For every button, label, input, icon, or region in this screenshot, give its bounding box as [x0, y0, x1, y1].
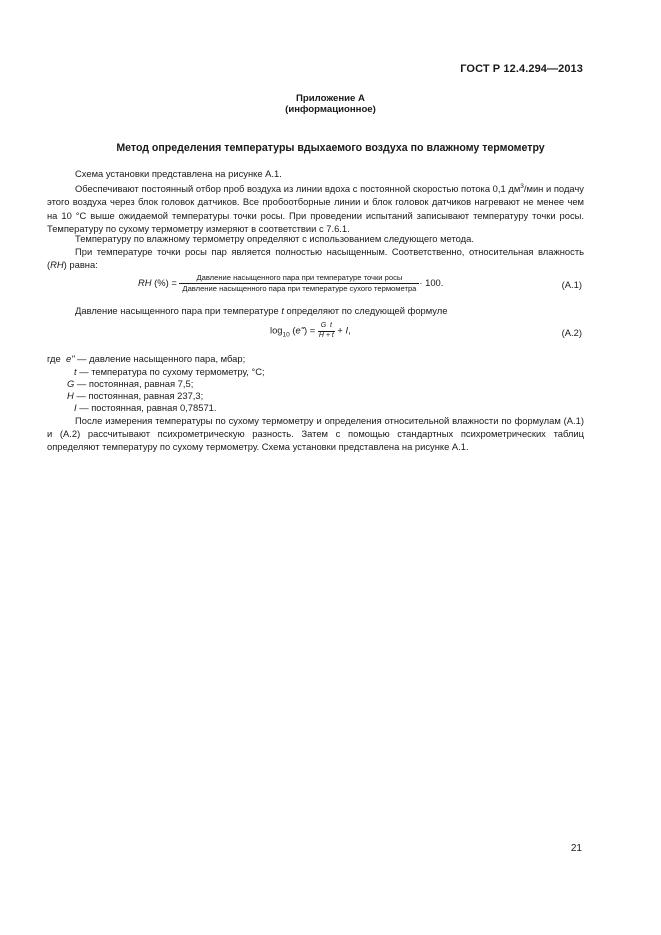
formula-a2: $\log_{10}$ (e") = $\frac{\text{G t}}{H + t}$ + I, — [270, 322, 351, 339]
where-lead: где — [47, 353, 61, 364]
where-item: I — постоянная, равная 0,78571. — [74, 402, 217, 413]
where-item: H — постоянная, равная 237,3; — [67, 390, 204, 401]
paragraph-1: Схема установки представлена на рисунке А.1. — [75, 168, 282, 179]
appendix-title: Приложение А — [296, 93, 365, 104]
where-item: t — температура по сухому термометру, °С; — [74, 366, 265, 377]
page-number: 21 — [570, 843, 582, 854]
where-item: e" — давление насыщенного пара, мбар; — [66, 353, 246, 364]
paragraph-3: Температуру по влажному термометру определяют с использованием следующего метода. — [75, 233, 474, 244]
formula-a1-fraction: $\frac{\text{Давление насыщенного пара при температуре точки росы}}{\text{Давление насыщенного пара при температуре сухого термометра}}$ — [179, 273, 419, 294]
section-title: Метод определения температуры вдыхаемого воздуха по влажному термометру — [116, 142, 545, 154]
formula-a2-fraction: $\frac{\text{G t}}{H + t}$ — [318, 322, 334, 339]
equation-number-a2: (А.2) — [561, 327, 582, 338]
paragraph-6: После измерения температуры по сухому термометру и определения относительной влажности по формулам (А.1) и (А.2) рассчитывают психрометрическую разность. Затем с помощью стандартных психрометрических таблиц определяют температуру по сухому термометру. Схема установки представлена на рисунке А.1. — [47, 415, 584, 453]
paragraph-4: При температуре точки росы пар является полностью насыщенным. Соответственно, относительная влажность (RH) равна: — [47, 246, 584, 271]
appendix-subtitle: (информационное) — [285, 104, 376, 115]
paragraph-2: Обеспечивают постоянный отбор проб воздуха из линии вдоха с постоянной скоростью потока 0,1 $дм^3$/мин и подачу этого воздуха через блок головок датчиков. Все пробоотборные линии и блок головок датчиков нагревают не менее чем на 10 °С выше ожидаемой температуры точки росы. При проведении испытаний записывают температуру точки росы. Температуру по сухому термометру измеряют в соответствии с 7.6.1. — [47, 183, 584, 234]
paragraph-5: Давление насыщенного пара при температуре t определяют по следующей формуле — [75, 305, 448, 316]
document-code: ГОСТ Р 12.4.294—2013 — [460, 63, 583, 75]
equation-number-a1: (А.1) — [561, 279, 582, 290]
formula-a1: RH (%) = $\frac{\text{Давление насыщенного пара при температуре точки росы}}{\text{Давление насыщенного пара при температуре сухого термометра}}$ · 100. — [138, 273, 444, 293]
where-item: G — постоянная, равная 7,5; — [67, 378, 194, 389]
